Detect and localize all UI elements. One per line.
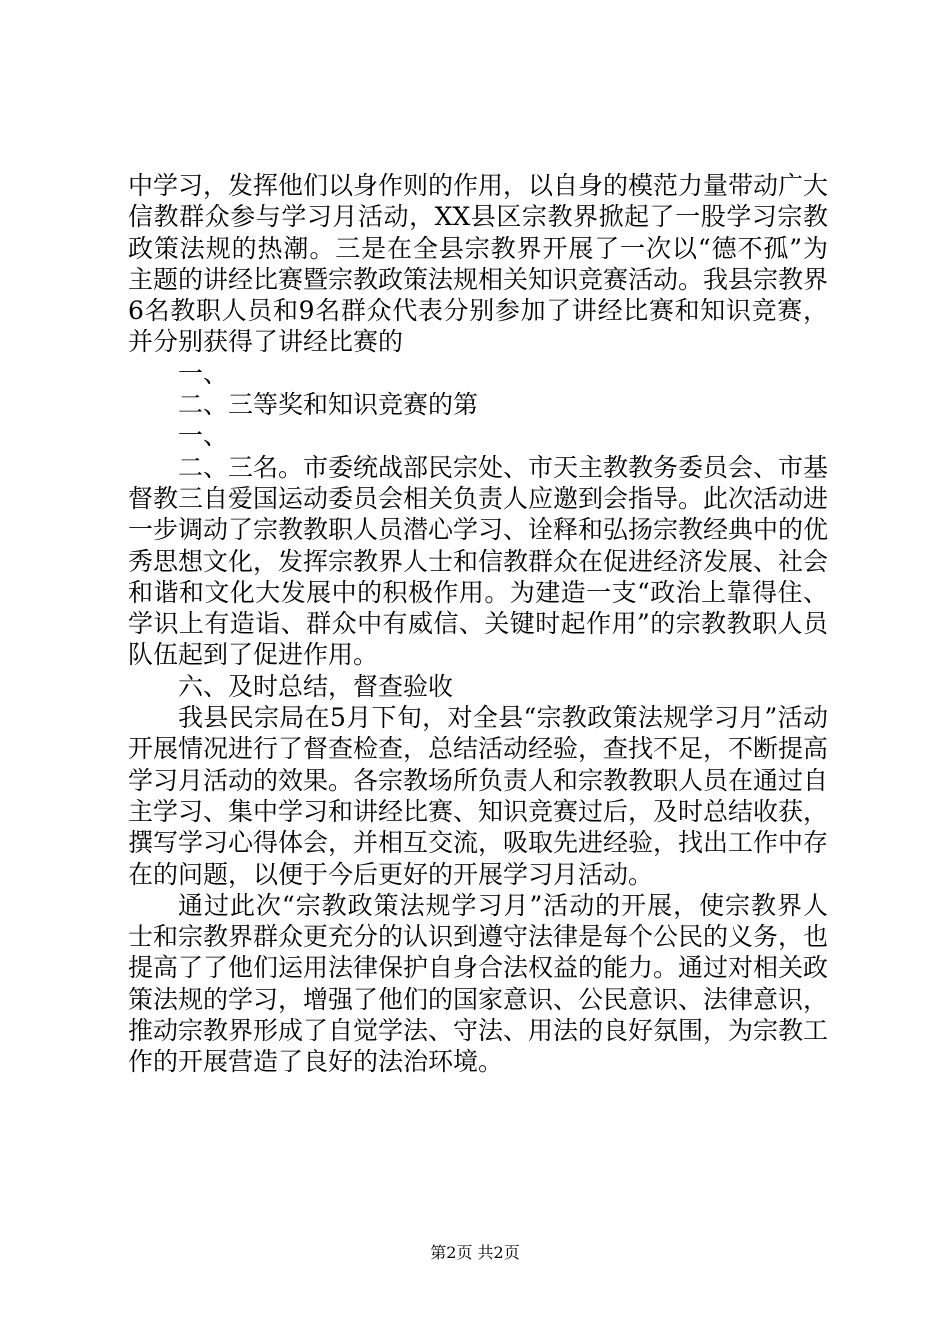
paragraph: 二、三名。市委统战部民宗处、市天主教教务委员会、市基督教三自爱国运动委员会相关负责人应邀到会指导。此次活动进一步调动了宗教教职人员潜心学习、诠释和弘扬宗教经典中的优秀思想文化，发挥宗教界人士和信教群众在促进经济发展、社会和谐和文化大发展中的积极作用。为建造一支“政治上靠得住、学识上有造诣、群众中有威信、关键时起作用”的宗教教职人员队伍起到了促进作用。 <box>128 452 829 670</box>
paragraph: 一、 <box>178 421 229 451</box>
page-number-footer: 第2页 共2页 <box>430 1243 520 1262</box>
paragraph: 二、三等奖和知识竞赛的第 <box>178 390 479 420</box>
section-heading: 六、及时总结，督查验收 <box>178 671 454 701</box>
paragraph: 一、 <box>178 358 229 388</box>
paragraph: 通过此次“宗教政策法规学习月”活动的开展，使宗教界人士和宗教界群众更充分的认识到遵守法律是每个公民的义务，也提高了了他们运用法律保护自身合法权益的能力。通过对相关政策法规的学习，增强了他们的国家意识、公民意识、法律意识，推动宗教界形成了自觉学法、守法、用法的良好氛围，为宗教工作的开展营造了良好的法治环境。 <box>128 890 829 1077</box>
document-body <box>128 170 828 1078</box>
paragraph: 我县民宗局在5月下旬，对全县“宗教政策法规学习月”活动开展情况进行了督查检查，总结活动经验，查找不足，不断提高学习月活动的效果。各宗教场所负责人和宗教教职人员在通过自主学习、集中学习和讲经比赛、知识竞赛过后，及时总结收获，撰写学习心得体会，并相互交流，吸取先进经验，找出工作中存在的问题，以便于今后更好的开展学习月活动。 <box>128 703 829 889</box>
paragraph: 中学习，发挥他们以身作则的作用，以自身的模范力量带动广大信教群众参与学习月活动，XX县区宗教界掀起了一股学习宗教政策法规的热潮。三是在全县宗教界开展了一次以“德不孤”为主题的讲经比赛暨宗教政策法规相关知识竞赛活动。我县宗教界6名教职人员和9名群众代表分别参加了讲经比赛和知识竞赛，并分别获得了讲经比赛的 <box>128 171 829 357</box>
